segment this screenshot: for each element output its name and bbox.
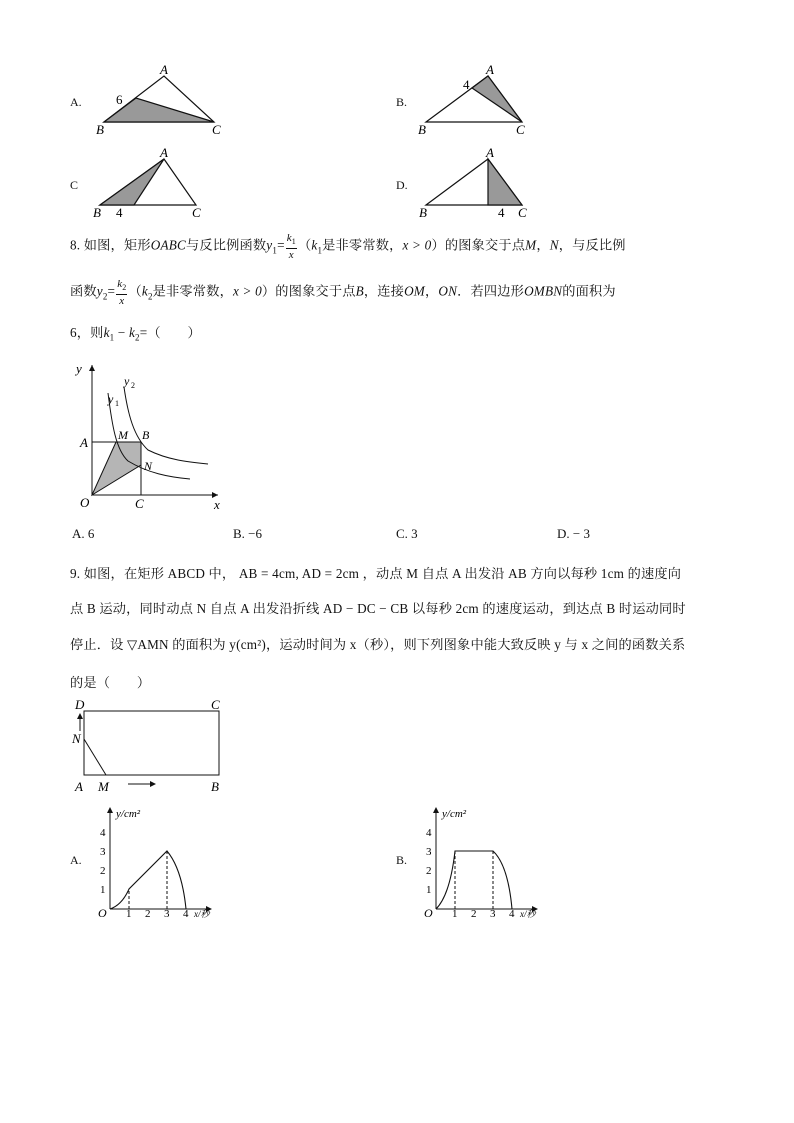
point-b: B <box>211 779 219 794</box>
subscript: 1 <box>317 245 323 256</box>
curve-y2-sub: 2 <box>131 381 135 390</box>
q8-line-1 <box>70 232 626 261</box>
length-label: 4 <box>463 77 470 92</box>
k-symbol: k <box>128 325 136 340</box>
q9-line-3: 停止．设 ▽AMN 的面积为 y(cm²)，运动时间为 x（秒），则下列图象中能大致反映 y 与 x 之间的函数关系 <box>70 637 686 652</box>
q8-answer-d: D. − 3 <box>557 526 590 541</box>
origin: O <box>98 906 107 920</box>
ylabel: y/cm² <box>442 808 467 820</box>
text: 6，则 <box>70 325 104 340</box>
point-b: B <box>142 428 150 442</box>
y-symbol: y <box>266 237 273 253</box>
point-c: C <box>211 697 220 712</box>
ytick: 2 <box>100 865 106 877</box>
text: 与反比例函数 <box>185 237 267 253</box>
xtick: 1 <box>452 908 458 920</box>
q7-option-b <box>396 62 556 142</box>
q8-figure <box>68 355 238 515</box>
q8-line-3: 6，则$k_1 - k_2=$（ ） <box>70 325 201 343</box>
option-label: B. <box>396 853 408 867</box>
triangle-figure-c <box>90 145 230 225</box>
point-a: A <box>80 435 88 450</box>
point-n: N <box>144 459 153 473</box>
ytick: 1 <box>100 884 106 896</box>
q9-line-4: 的是（ ） <box>70 675 151 690</box>
k-symbol: k <box>117 278 123 290</box>
q9-option-a <box>70 805 240 920</box>
text: ，连接 <box>363 283 405 299</box>
xtick: 3 <box>164 908 170 920</box>
condition: x > 0 <box>232 283 262 299</box>
subscript: 1 <box>272 245 278 256</box>
origin-label: O <box>80 495 90 510</box>
origin: O <box>424 906 433 920</box>
k-symbol: k <box>103 325 110 340</box>
point-m: M <box>525 237 537 253</box>
text: =（ ） <box>139 325 201 340</box>
graph-a <box>90 805 240 920</box>
k-symbol: k <box>141 283 148 299</box>
vertex-b: B <box>96 122 104 137</box>
curve-y1-sub: 1 <box>115 399 119 408</box>
point-m: M <box>98 779 109 794</box>
vertex-a: A <box>486 145 494 160</box>
vertex-c: C <box>518 205 527 220</box>
option-label: A. <box>70 853 82 867</box>
q9-option-b <box>396 805 566 920</box>
text: 的面积为 <box>562 283 616 299</box>
ytick: 4 <box>100 827 106 839</box>
q7-option-c <box>70 145 230 225</box>
xlabel: x/秒 <box>194 909 210 919</box>
ylabel: y/cm² <box>116 808 141 820</box>
text: 是非零常数， <box>322 237 403 253</box>
text: 是非零常数， <box>152 283 233 299</box>
subscript: 2 <box>102 291 108 302</box>
q8-answer-c: C. 3 <box>396 526 418 541</box>
rect-name: OABC <box>150 237 186 253</box>
axis-x-label: x <box>214 497 220 512</box>
length-label: 6 <box>116 92 123 107</box>
vertex-a: A <box>160 145 168 160</box>
equals: = <box>277 237 285 253</box>
xtick: 1 <box>126 908 132 920</box>
point-m: M <box>118 428 128 442</box>
point-n: N <box>549 237 559 253</box>
length-label: 4 <box>498 205 505 220</box>
xtick: 4 <box>509 908 515 920</box>
curve-y1-label: y <box>108 392 114 406</box>
vertex-c: C <box>192 205 201 220</box>
q7-option-d <box>396 145 556 225</box>
ytick: 3 <box>100 846 106 858</box>
segment-on: ON <box>438 283 458 299</box>
point-a: A <box>75 779 83 794</box>
option-label: B. <box>396 95 408 109</box>
triangle-figure-b <box>416 62 556 142</box>
ytick: 3 <box>426 846 432 858</box>
subscript: 2 <box>147 291 153 302</box>
triangle-figure-d <box>416 145 556 225</box>
k-symbol: k <box>286 232 292 244</box>
subscript: 2 <box>135 332 140 343</box>
option-label: C <box>70 178 79 192</box>
triangle-figure-a <box>90 62 230 142</box>
y-symbol: y <box>96 283 103 299</box>
vertex-a: A <box>486 62 494 77</box>
xlabel: x/秒 <box>520 909 536 919</box>
option-label: D. <box>396 178 408 192</box>
option-label: A. <box>70 95 82 109</box>
text: ， <box>425 283 439 299</box>
x-symbol: x <box>288 249 294 262</box>
point-b: B <box>355 283 364 299</box>
q9-line-2: 点 B 运动，同时动点 N 自点 A 出发沿折线 AD − DC − CB 以每秒 2cm 的速度运动，到达点 B 时运动同时 <box>70 601 686 616</box>
equals: = <box>107 283 116 299</box>
q9-rect-figure <box>68 695 238 800</box>
text: （ <box>128 283 142 299</box>
ytick: 1 <box>426 884 432 896</box>
text: ）的图象交于点 <box>431 237 526 253</box>
point-c: C <box>135 496 144 511</box>
vertex-b: B <box>419 205 427 220</box>
xtick: 2 <box>145 908 151 920</box>
q8-answer-b: B. −6 <box>233 526 263 541</box>
q7-option-a <box>70 62 230 142</box>
text: 8. 如图，矩形 <box>70 237 151 253</box>
xtick: 4 <box>183 908 189 920</box>
subscript: 1 <box>291 237 296 247</box>
subscript: 1 <box>109 332 115 343</box>
condition: x > 0 <box>402 237 432 253</box>
x-symbol: x <box>119 295 125 308</box>
graph-b <box>416 805 566 920</box>
vertex-c: C <box>516 122 525 137</box>
point-n: N <box>72 731 81 746</box>
text: 函数 <box>70 283 97 299</box>
fraction-k2-over-x <box>116 278 127 307</box>
vertex-b: B <box>418 122 426 137</box>
segment-om: OM <box>404 283 425 299</box>
q8-line-2 <box>70 278 616 307</box>
text: ）的图象交于点 <box>261 283 356 299</box>
vertex-b: B <box>93 205 101 220</box>
vertex-a: A <box>160 62 168 77</box>
xtick: 2 <box>471 908 477 920</box>
text: ，与反比例 <box>558 237 626 253</box>
axis-y-label: y <box>76 361 82 376</box>
curve-y2-label: y <box>124 374 130 388</box>
text: （ <box>298 237 312 253</box>
quad-ombn: OMBN <box>524 283 563 299</box>
text: ， <box>536 237 550 253</box>
text: ．若四边形 <box>457 283 525 299</box>
vertex-c: C <box>212 122 221 137</box>
k-symbol: k <box>311 237 318 253</box>
ytick: 2 <box>426 865 432 877</box>
ytick: 4 <box>426 827 432 839</box>
length-label: 4 <box>116 205 123 220</box>
point-d: D <box>75 697 85 712</box>
q9-line-1: 9. 如图，在矩形 ABCD 中， AB = 4cm, AD = 2cm ，动点 M 自点 A 出发沿 AB 方向以每秒 1cm 的速度向 <box>70 566 682 581</box>
subscript: 2 <box>122 283 127 293</box>
q8-answer-a: A. 6 <box>72 526 95 541</box>
xtick: 3 <box>490 908 496 920</box>
fraction-k1-over-x <box>286 232 297 261</box>
